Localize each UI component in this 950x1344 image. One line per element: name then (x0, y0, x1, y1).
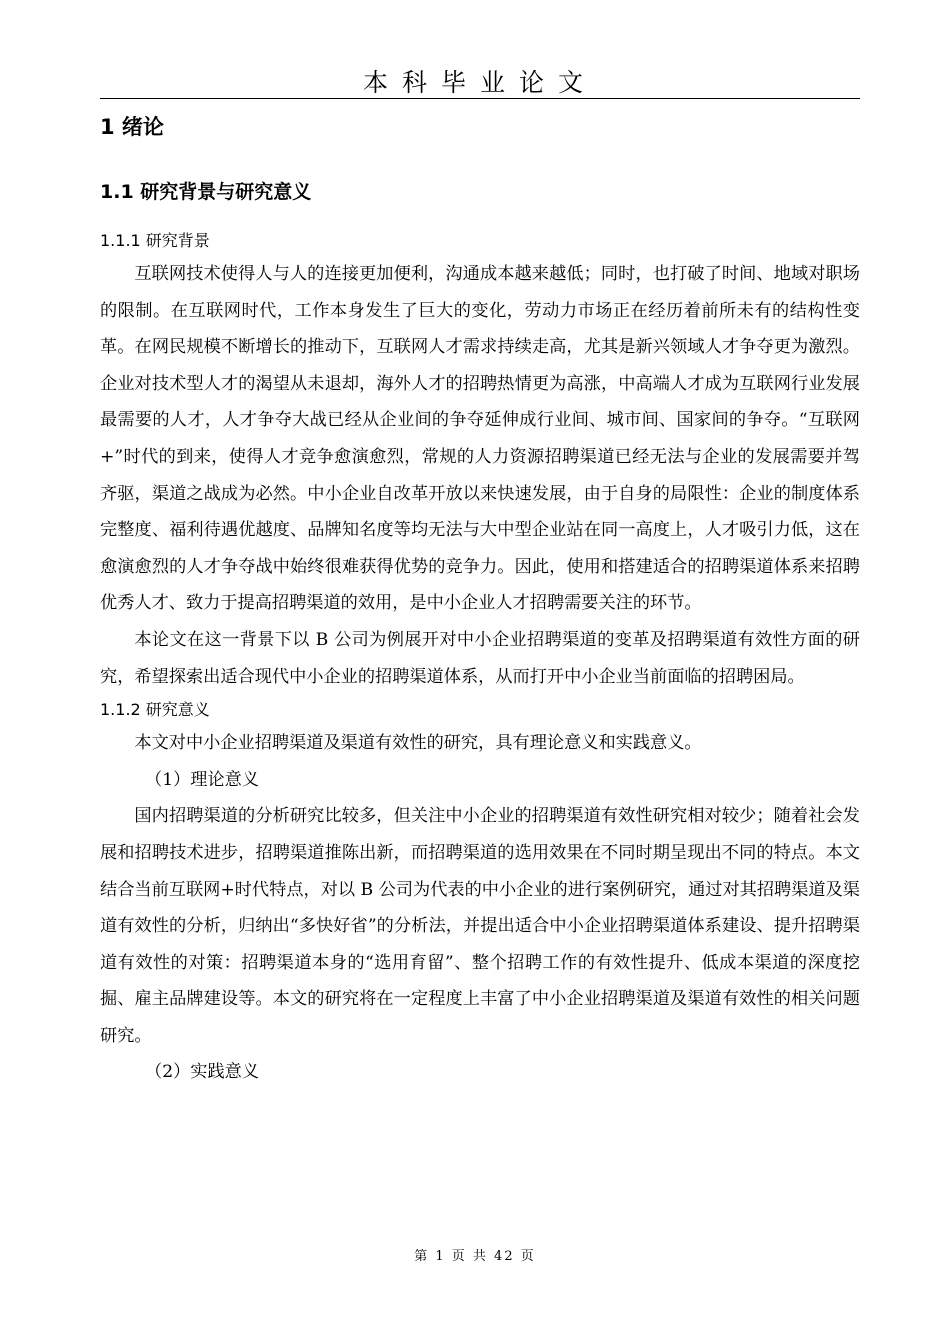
page-footer-page-number: 第 1 页 共 42 页 (414, 1249, 536, 1264)
page-header-title: 本科毕业论文 (362, 68, 597, 97)
paragraph-significance-intro: 本文对中小企业招聘渠道及渠道有效性的研究，具有理论意义和实践意义。 (134, 733, 702, 754)
section-heading: 1.1 研究背景与研究意义 (100, 181, 312, 203)
subsection-heading-significance: 1.1.2 研究意义 (100, 700, 210, 720)
subsection-heading-background: 1.1.1 研究背景 (100, 231, 210, 250)
header-divider (100, 98, 860, 99)
paragraph-background-2: 本论文在这一背景下以 B 公司为例展开对中小企业招聘渠道的变革及招聘渠道有效性方面的研究，希望探索出适合现代中小企业的招聘渠道体系，从而打开中小企业当前面临的招聘困局。 (100, 629, 860, 687)
chapter-heading: 1 绪论 (100, 115, 164, 139)
practice-significance-label: （2）实践意义 (145, 1062, 260, 1083)
paragraph-background-1: 互联网技术使得人与人的连接更加便利，沟通成本越来越低；同时，也打破了时间、地域对职场的限制。在互联网时代，工作本身发生了巨大的变化，劳动力市场正在经历着前所未有的结构性变革。在网民规模不断增长的推动下，互联网人才需求持续走高，尤其是新兴领域人才争夺更为激烈。企业对技术型人才的渴望从未退却，海外人才的招聘热情更为高涨，中高端人才成为互联网行业发展最需要的人才，人才争夺大战已经从企业间的争夺延伸成行业间、城市间、国家间的争夺。“互联网+”时代的到来，使得人才竞争愈演愈烈，常规的人力资源招聘渠道已经无法与企业的发展需要并驾齐驱，渠道之战成为必然。中小企业自改革开放以来快速发展，由于自身的局限性：企业的制度体系完整度、福利待遇优越度、品牌知名度等均无法与大中型企业站在同一高度上，人才吸引力低，这在愈演愈烈的人才争夺战中始终很难获得优势的竞争力。因此，使用和搭建适合的招聘渠道体系来招聘优秀人才、致力于提高招聘渠道的效用，是中小企业人才招聘需要关注的环节。 (100, 264, 860, 614)
theory-significance-label: （1）理论意义 (145, 769, 260, 790)
paragraph-theory-significance: 国内招聘渠道的分析研究比较多，但关注中小企业的招聘渠道有效性研究相对较少；随着社会发展和招聘技术进步，招聘渠道推陈出新，而招聘渠道的选用效果在不同时期呈现出不同的特点。本文结合当前互联网+时代特点，对以 B 公司为代表的中小企业的进行案例研究，通过对其招聘渠道及渠道有效性的分析，归纳出“多快好省”的分析法，并提出适合中小企业招聘渠道体系建设、提升招聘渠道有效性的对策：招聘渠道本身的“选用育留”、整个招聘工作的有效性提升、低成本渠道的深度挖掘、雇主品牌建设等。本文的研究将在一定程度上丰富了中小企业招聘渠道及渠道有效性的相关问题研究。 (100, 806, 860, 1046)
page-body (100, 106, 860, 1091)
